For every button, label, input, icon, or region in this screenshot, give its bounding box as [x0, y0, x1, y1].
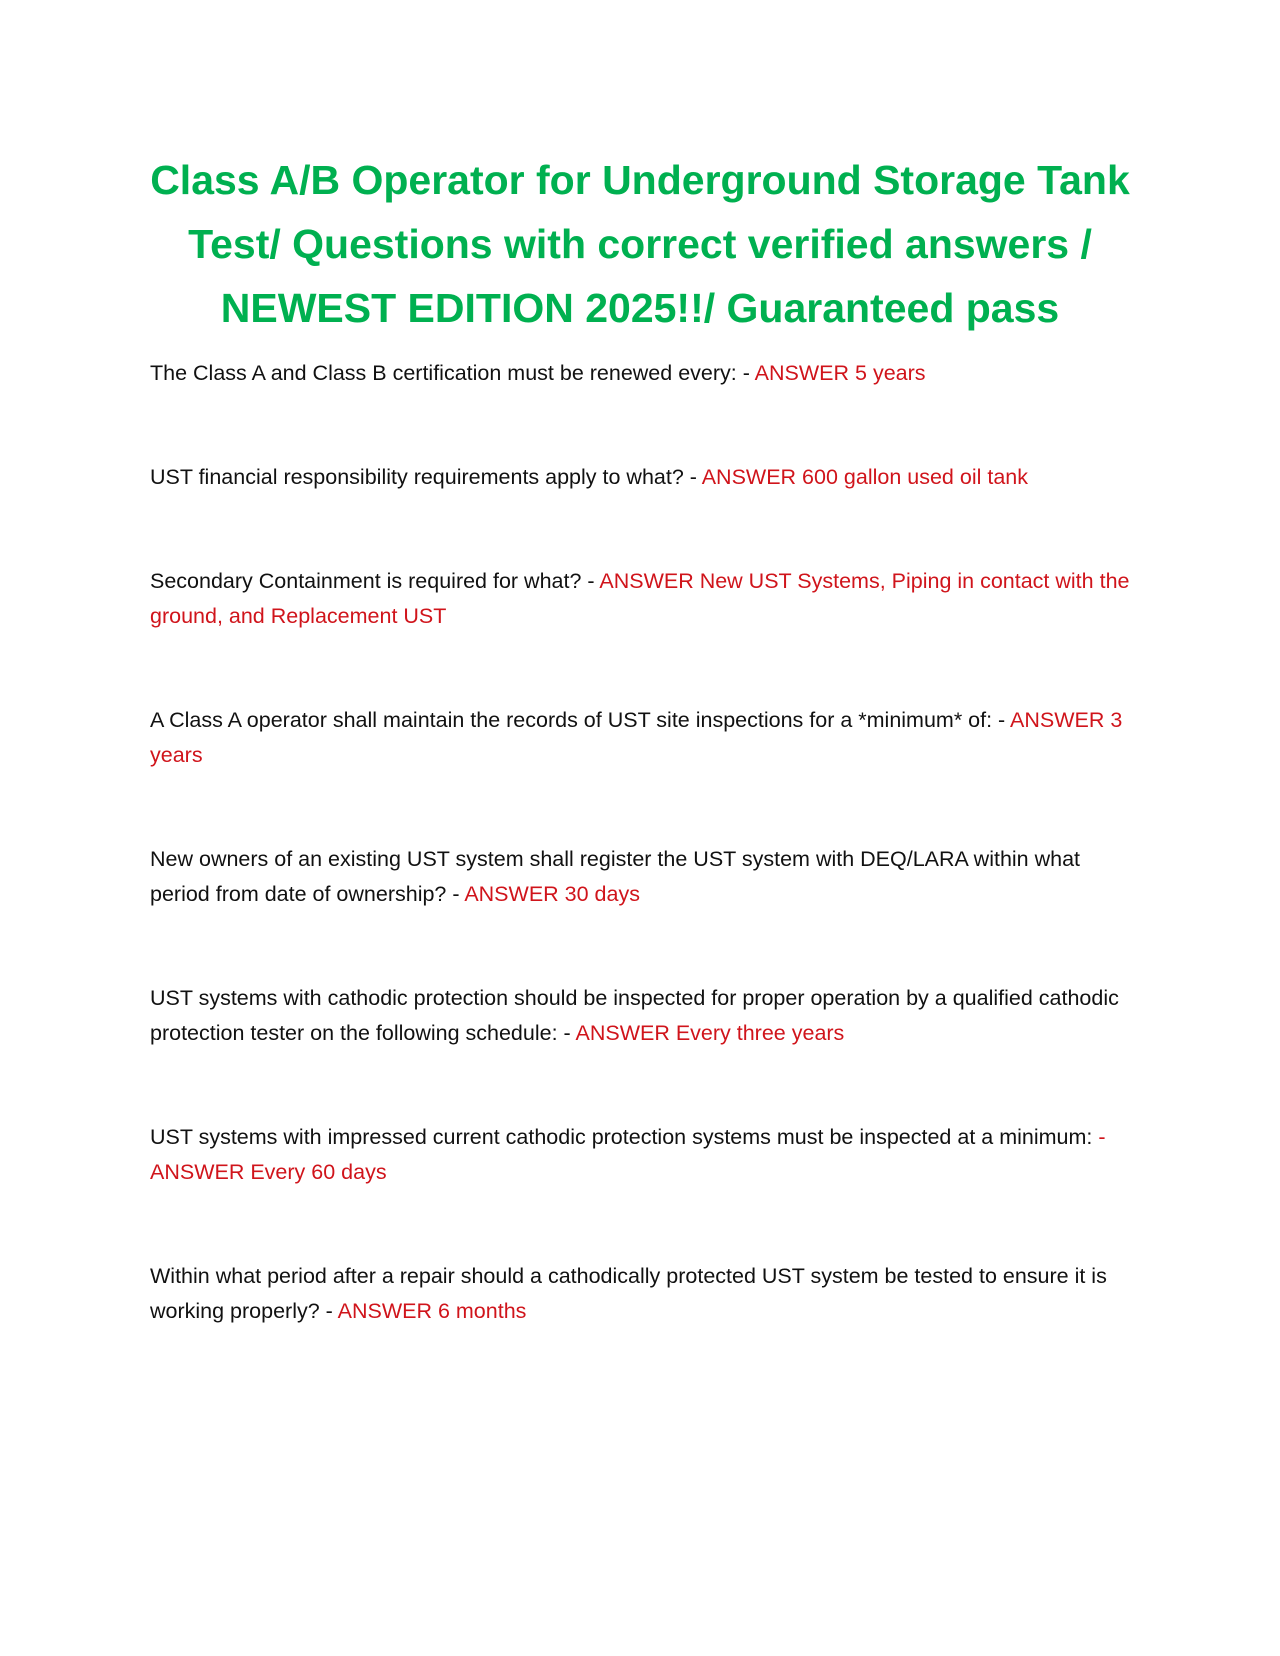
qa-item-4 — [150, 703, 1140, 773]
question-text: Secondary Containment is required for what? - — [150, 569, 600, 593]
question-text: New owners of an existing UST system shall register the UST system with DEQ/LARA within what period from date of ownership? - — [150, 847, 1081, 906]
document-title — [140, 148, 1140, 340]
answer-text: ANSWER 600 gallon used oil tank — [701, 465, 1028, 489]
qa-item-2 — [150, 460, 1140, 495]
question-text: Within what period after a repair should a cathodically protected UST system be tested to ensure it is working properly? - — [150, 1264, 1107, 1323]
title-line-2: Test/ Questions with correct verified answers / — [188, 221, 1092, 267]
answer-text: ANSWER 3 years — [150, 708, 1123, 767]
qa-item-6 — [150, 981, 1140, 1051]
question-text: A Class A operator shall maintain the records of UST site inspections for a *minimum* of: - — [150, 708, 1010, 732]
qa-item-3 — [150, 564, 1140, 634]
title-line-3: NEWEST EDITION 2025!!/ Guaranteed pass — [220, 285, 1060, 331]
answer-text: ANSWER Every three years — [575, 1021, 845, 1045]
qa-item-7 — [150, 1120, 1140, 1190]
answer-text: ANSWER 6 months — [337, 1299, 527, 1323]
qa-item-1 — [150, 356, 1140, 391]
question-text: UST systems with impressed current cathodic protection systems must be inspected at a minimum: — [150, 1125, 1099, 1149]
qa-item-5 — [150, 842, 1140, 912]
question-text: The Class A and Class B certification must be renewed every: - — [150, 361, 755, 385]
answer-text: ANSWER New UST Systems, Piping in contact with the ground, and Replacement UST — [150, 569, 1130, 628]
qa-item-8 — [150, 1259, 1140, 1329]
answer-text: - ANSWER Every 60 days — [150, 1125, 1106, 1184]
answer-text: ANSWER 30 days — [464, 882, 640, 906]
title-line-1: Class A/B Operator for Underground Storage Tank — [150, 157, 1130, 203]
answer-text: ANSWER 5 years — [754, 361, 926, 385]
question-text: UST financial responsibility requirements apply to what? - — [150, 465, 702, 489]
question-text: UST systems with cathodic protection should be inspected for proper operation by a qualified cathodic protection tester on the following schedule: - — [150, 986, 1119, 1045]
